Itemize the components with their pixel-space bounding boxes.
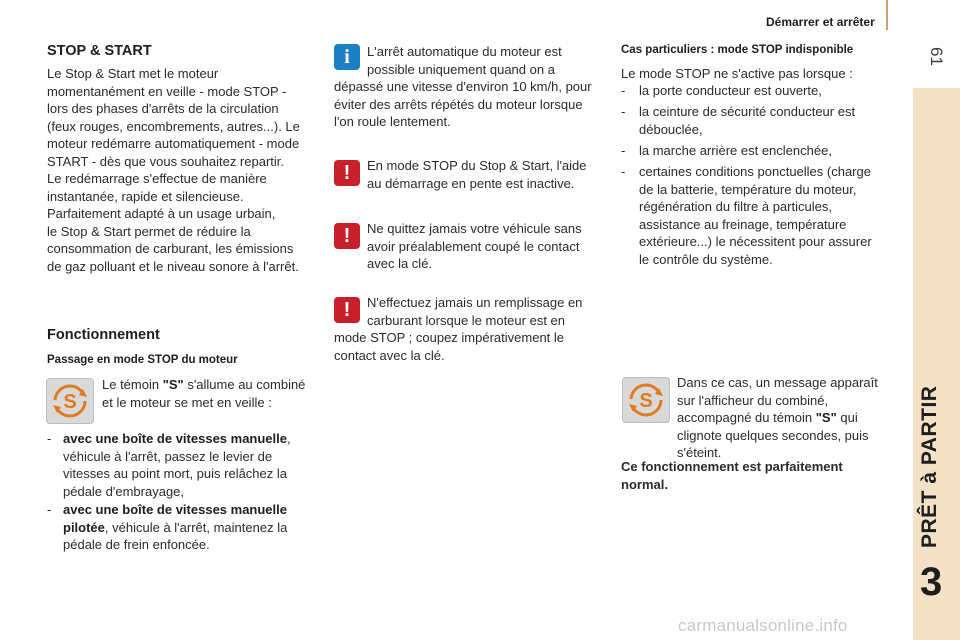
header-divider (886, 0, 888, 30)
page-number: 61 (927, 47, 946, 66)
warning-note-slope: En mode STOP du Stop & Start, l'aide au démarrage en pente est inactive. (367, 158, 587, 191)
info-icon: i (334, 44, 360, 70)
list-item: - la marche arrière est enclenchée, (621, 143, 832, 158)
normal-operation-note: Ce fonctionnement est parfaitement normal. (621, 459, 843, 492)
bullet-piloted-gearbox: - avec une boîte de vitesses manuelle pilotée, véhicule à l'arrêt, maintenez la pédale de frein enfoncée. (47, 502, 288, 552)
warning-note-leave-vehicle: Ne quittez jamais votre véhicule sans avoir préalablement coupé le contact avec la clé. (367, 221, 582, 271)
list-item: - la ceinture de sécurité conducteur est débouclée, (621, 104, 856, 137)
warning-icon: ! (334, 297, 360, 323)
bullet-manual-gearbox: - avec une boîte de vitesses manuelle, véhicule à l'arrêt, passez le levier de vitesses au point mort, puis relâchez la pédale d'embrayage, (47, 431, 291, 499)
stop-start-intro: Le Stop & Start met le moteur momentanément en veille - mode STOP - lors des phases d'arrêts de la circulation (feux rouges, encombrements, autres...). Le moteur redémarre automatiquement - mode START - dès que vous souhaitez repartir. Le redémarrage s'effectue de manière instantanée, rapide et silencieuse. Parfaitement adapté à un usage urbain, le Stop & Start permet de réduire la consommation de carburant, les émissions de gaz polluant et le niveau sonore à l'arrêt. (47, 66, 300, 274)
stop-start-title: STOP & START (47, 43, 152, 59)
warning-icon: ! (334, 223, 360, 249)
message-text: Dans ce cas, un message apparaît sur l'afficheur du combiné, accompagné du témoin "S" qui clignote quelques secondes, puis s'éteint. (677, 375, 878, 460)
warning-note-refuel: N'effectuez jamais un remplissage en carburant lorsque le moteur est en mode STOP ; coupez impérativement le contact avec la clé. (334, 295, 583, 363)
stop-start-indicator-icon (46, 378, 94, 424)
stop-start-indicator-icon (622, 377, 670, 423)
chapter-sidebar (913, 88, 960, 640)
watermark: carmanualsonline.info (678, 616, 848, 635)
temoin-text: Le témoin "S" s'allume au combiné et le moteur se met en veille : (102, 377, 306, 410)
special-cases-intro: Le mode STOP ne s'active pas lorsque : (621, 66, 853, 81)
chapter-title: PRÊT à PARTIR (918, 385, 941, 548)
fonctionnement-title: Fonctionnement (47, 327, 160, 343)
warning-icon: ! (334, 160, 360, 186)
list-item: - certaines conditions ponctuelles (charge de la batterie, température du moteur, régénération du filtre à particules, assistance au freinage, température extérieure...) le nécessitent pour assurer le contrôle du système. (621, 164, 872, 267)
info-note: L'arrêt automatique du moteur est possible uniquement quand on a dépassé une vitesse d'environ 10 km/h, pour éviter des arrêts répétés du moteur lorsque l'on roule lentement. (334, 44, 592, 129)
svg-text:S: S (639, 390, 653, 412)
passage-stop-title: Passage en mode STOP du moteur (47, 354, 238, 366)
header-section-title: Démarrer et arrêter (766, 15, 875, 29)
svg-text:S: S (63, 391, 77, 413)
chapter-number: 3 (920, 560, 943, 604)
list-item: - la porte conducteur est ouverte, (621, 83, 822, 98)
special-cases-title: Cas particuliers : mode STOP indisponible (621, 44, 854, 56)
